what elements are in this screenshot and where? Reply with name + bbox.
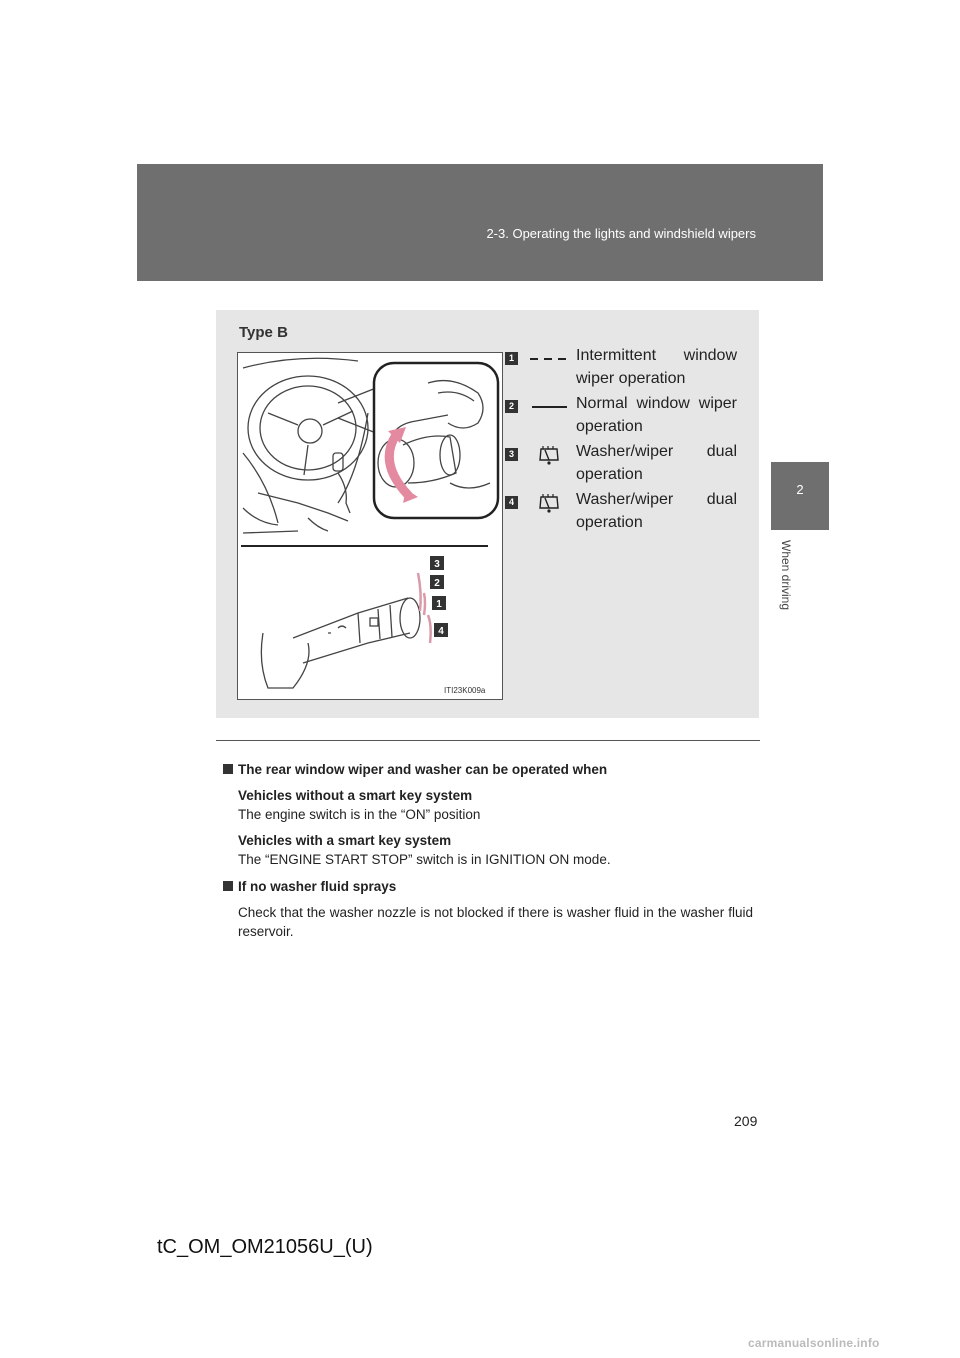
document-code: tC_OM_OM21056U_(U) (157, 1236, 373, 1258)
watermark: carmanualsonline.info (748, 1336, 880, 1350)
operation-number: 3 (505, 448, 518, 461)
wiper-lever-illustration (237, 352, 503, 700)
dashed-line-icon (527, 348, 571, 370)
operation-number: 1 (505, 352, 518, 365)
note-heading (223, 760, 753, 779)
type-b-panel (216, 310, 759, 718)
note-text: The “ENGINE START STOP” switch is in IGNITION ON mode. (238, 852, 611, 867)
panel-title: Type B (239, 324, 288, 341)
operation-text: Normal window wiper operation (576, 395, 737, 435)
callout-3: 3 (434, 559, 440, 570)
washer-wiper-icon (527, 492, 571, 514)
section-title: 2-3. Operating the lights and windshield wipers (486, 226, 756, 241)
solid-line-icon (527, 396, 571, 418)
chapter-label: When driving (779, 540, 793, 611)
callout-2: 2 (434, 578, 440, 589)
square-bullet-icon (223, 881, 233, 891)
illustration-code: ITI23K009a (444, 686, 486, 695)
operation-text: Washer/wiper dual operation (576, 491, 737, 531)
note-text: The engine switch is in the “ON” position (238, 807, 481, 822)
operation-number: 2 (505, 400, 518, 413)
note-heading (223, 877, 753, 896)
washer-wiper-icon (527, 444, 571, 466)
section-divider (216, 740, 760, 741)
callout-1: 1 (436, 599, 442, 610)
note-subheading: Vehicles without a smart key system (238, 788, 473, 803)
square-bullet-icon (223, 764, 233, 774)
operation-item (505, 440, 743, 488)
page-number: 209 (734, 1113, 758, 1129)
note-text: Check that the washer nozzle is not blocked if there is washer fluid in the washer fluid reservoir. (238, 905, 753, 939)
operation-item (505, 344, 743, 392)
note-heading-text: The rear window wiper and washer can be operated when (238, 762, 608, 777)
operation-number: 4 (505, 496, 518, 509)
operation-item (505, 392, 743, 440)
chapter-number: 2 (796, 482, 804, 497)
operation-list (505, 344, 743, 536)
page-header (137, 164, 823, 281)
operation-text: Intermittent window wiper operation (576, 347, 737, 387)
chapter-tab (771, 462, 829, 530)
operation-text: Washer/wiper dual operation (576, 443, 737, 483)
note-heading-text: If no washer fluid sprays (238, 879, 397, 894)
notes-section (223, 760, 753, 941)
operation-item (505, 488, 743, 536)
note-subheading: Vehicles with a smart key system (238, 833, 452, 848)
callout-4: 4 (438, 626, 444, 637)
